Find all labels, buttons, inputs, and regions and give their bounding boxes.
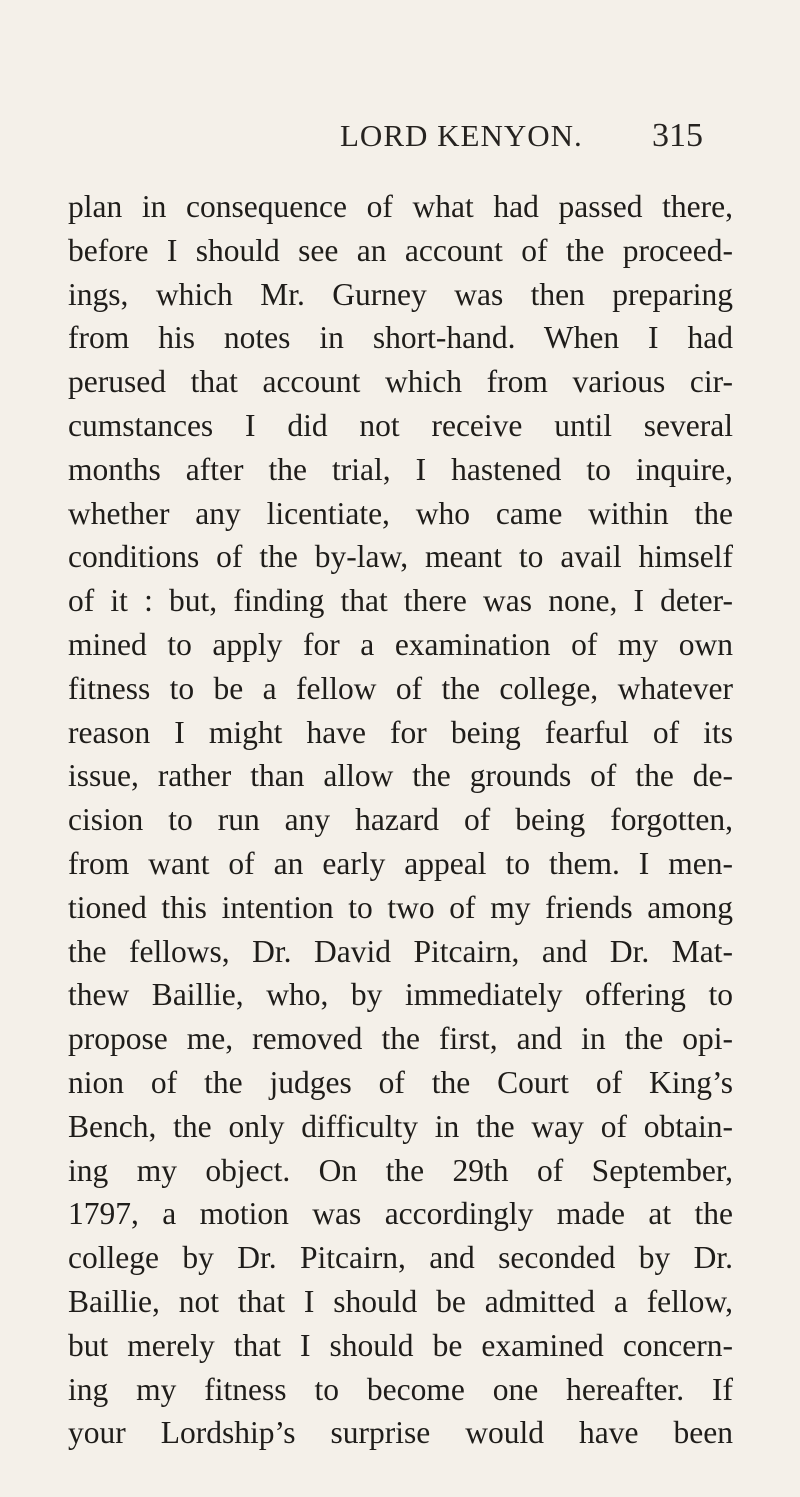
text-line: reason I might have for being fearful of its (68, 714, 733, 750)
text-line: propose me, removed the first, and in the opi- (68, 1021, 733, 1057)
text-line: thew Baillie, who, by immediately offering to (68, 977, 733, 1013)
running-title: LORD KENYON. (340, 118, 583, 153)
running-head (340, 118, 780, 168)
text-line: cumstances I did not receive until several (68, 407, 733, 443)
text-line: of it : but, finding that there was none, I deter- (68, 583, 733, 619)
page-number: 315 (652, 117, 703, 154)
text-line: cision to run any hazard of being forgotten, (68, 802, 733, 838)
text-line: Bench, the only difficulty in the way of obtain- (68, 1108, 733, 1144)
text-line: perused that account which from various cir- (68, 364, 733, 400)
text-line: conditions of the by-law, meant to avail himself (68, 539, 733, 575)
text-line: but merely that I should be examined concern- (68, 1327, 733, 1363)
text-line: the fellows, Dr. David Pitcairn, and Dr. Mat- (68, 933, 733, 969)
text-line: before I should see an account of the proceed- (68, 232, 733, 268)
text-line: college by Dr. Pitcairn, and seconded by Dr. (68, 1240, 733, 1276)
text-line: issue, rather than allow the grounds of the de- (68, 758, 733, 794)
text-line: months after the trial, I hastened to inquire, (68, 451, 733, 487)
text-line: ings, which Mr. Gurney was then preparing (68, 276, 733, 312)
text-line: tioned this intention to two of my friends among (68, 889, 733, 925)
text-line: plan in consequence of what had passed there, (68, 189, 733, 224)
text-line: whether any licentiate, who came within the (68, 495, 733, 531)
text-line: ing my object. On the 29th of September, (68, 1152, 733, 1188)
text-line: mined to apply for a examination of my own (68, 626, 733, 662)
text-line: from his notes in short-hand. When I had (68, 320, 733, 356)
text-line: your Lordship’s surprise would have been (68, 1415, 733, 1451)
text-line: nion of the judges of the Court of King’s (68, 1064, 733, 1100)
text-line: 1797, a motion was accordingly made at the (68, 1196, 733, 1232)
text-line: from want of an early appeal to them. I men- (68, 845, 733, 881)
text-line: fitness to be a fellow of the college, whatever (68, 670, 733, 706)
text-line: ing my fitness to become one hereafter. If (68, 1371, 733, 1407)
text-line: Baillie, not that I should be admitted a fellow, (68, 1283, 733, 1319)
body-text (68, 185, 733, 1455)
